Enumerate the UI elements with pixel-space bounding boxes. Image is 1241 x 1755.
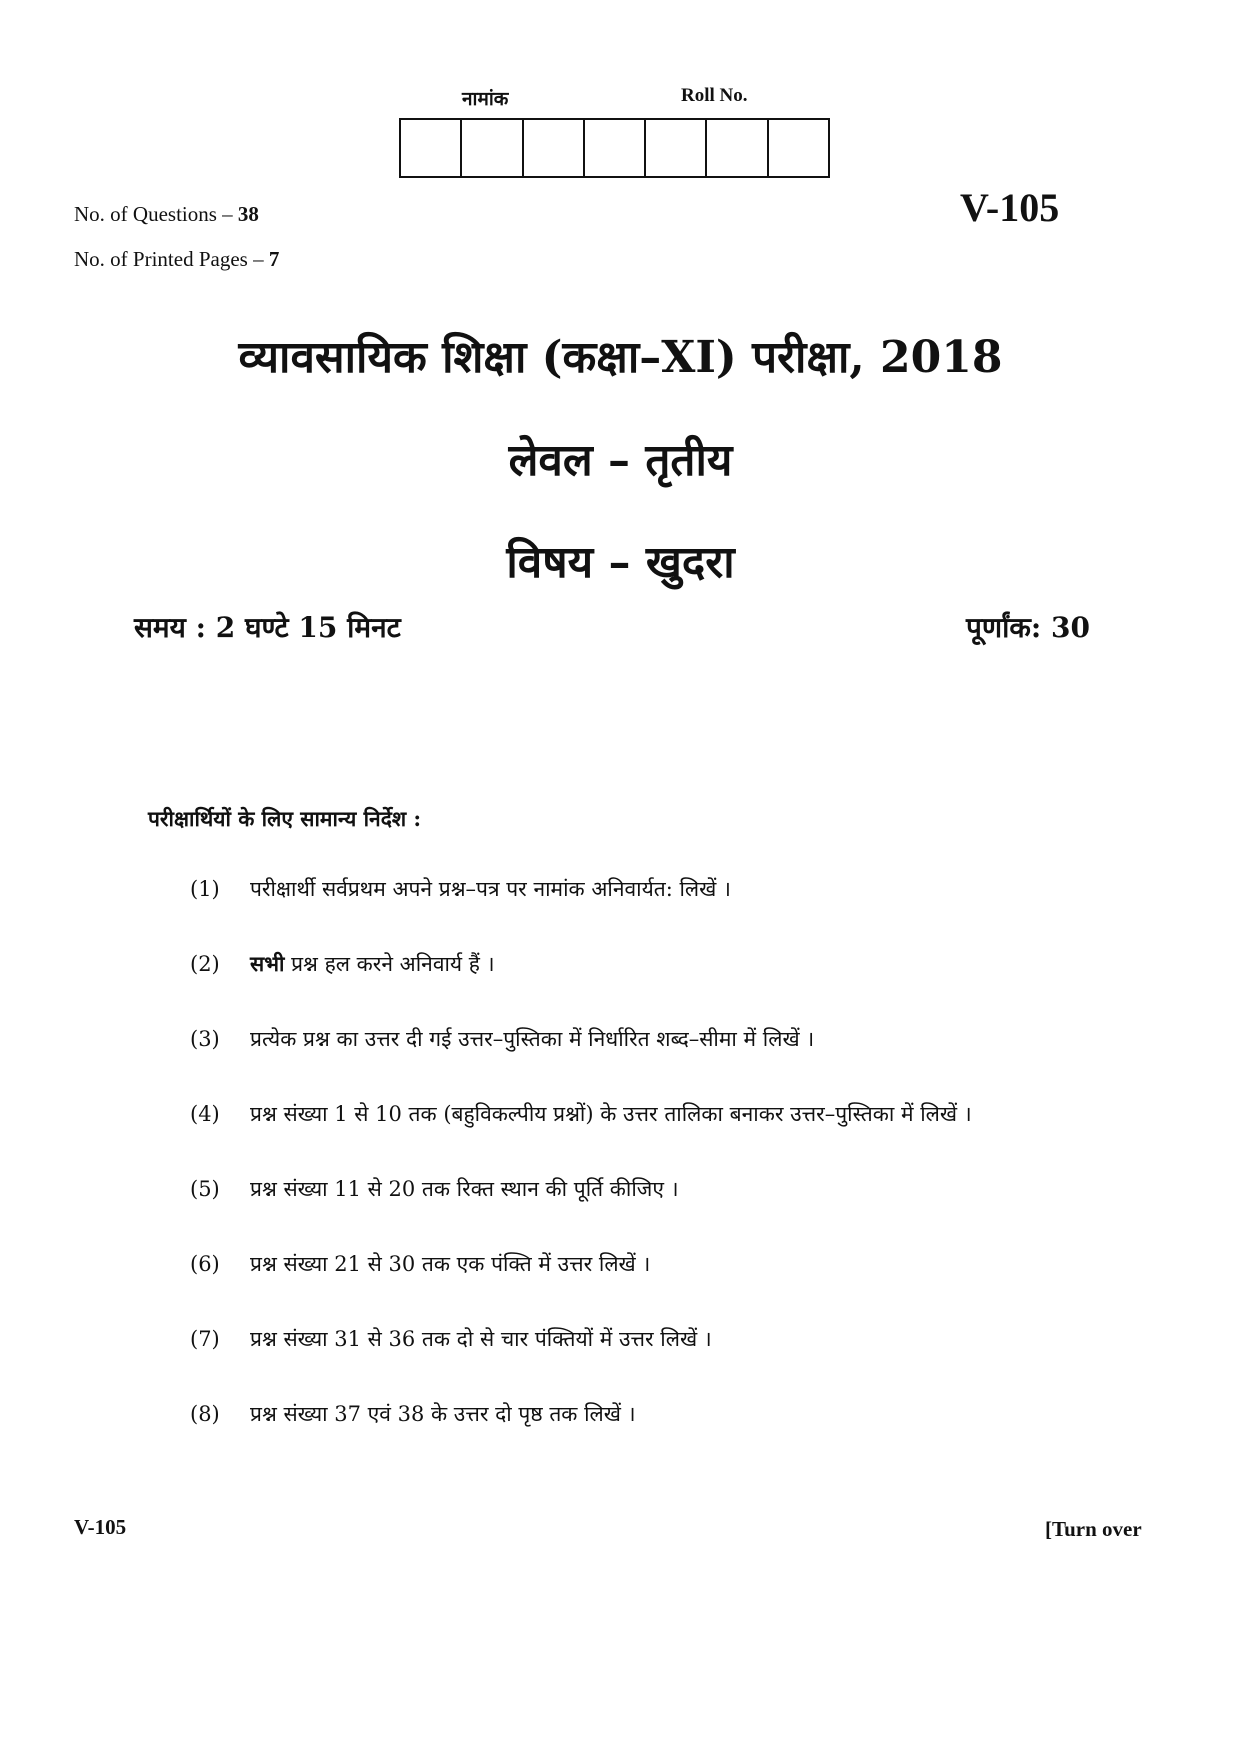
printed-pages-value: 7	[268, 247, 280, 271]
instruction-number: (1)	[190, 877, 220, 901]
no-of-questions	[74, 202, 259, 227]
instruction-number: (2)	[190, 952, 220, 976]
subject-title: विषय – खुदरा	[506, 537, 735, 588]
instruction-item	[190, 875, 731, 903]
instruction-number: (4)	[190, 1102, 220, 1126]
exam-time: समय : 2 घण्टे 15 मिनट	[134, 611, 401, 644]
roll-digit-box[interactable]	[769, 120, 828, 176]
instructions-heading: परीक्षार्थियों के लिए सामान्य निर्देश :	[148, 806, 422, 831]
instruction-number: (6)	[190, 1252, 220, 1276]
instruction-number: (3)	[190, 1027, 220, 1051]
roll-digit-box[interactable]	[524, 120, 585, 176]
exam-title: व्यावसायिक शिक्षा (कक्षा–XI) परीक्षा, 2018	[238, 332, 1003, 383]
max-marks: पूर्णांक: 30	[966, 611, 1090, 644]
instruction-text: प्रश्न संख्या 1 से 10 तक (बहुविकल्पीय प्रश्नों) के उत्तर तालिका बनाकर उत्तर–पुस्तिका में लिखें ।	[250, 1102, 972, 1126]
roll-digit-box[interactable]	[401, 120, 462, 176]
instruction-text: परीक्षार्थी सर्वप्रथम अपने प्रश्न–पत्र पर नामांक अनिवार्यत: लिखें ।	[250, 877, 731, 901]
instruction-text: प्रश्न संख्या 31 से 36 तक दो से चार पंक्तियों में उत्तर लिखें ।	[250, 1327, 712, 1351]
instruction-item	[190, 1100, 972, 1128]
instruction-text: प्रश्न संख्या 37 एवं 38 के उत्तर दो पृष्ठ तक लिखें ।	[250, 1402, 636, 1426]
roll-number-boxes[interactable]	[399, 118, 830, 178]
instruction-number: (7)	[190, 1327, 220, 1351]
instruction-text: प्रश्न संख्या 21 से 30 तक एक पंक्ति में उत्तर लिखें ।	[250, 1252, 651, 1276]
instruction-text: प्रत्येक प्रश्न का उत्तर दी गई उत्तर–पुस्तिका में निर्धारित शब्द–सीमा में लिखें ।	[250, 1027, 815, 1051]
instruction-text: प्रश्न हल करने अनिवार्य हैं ।	[291, 952, 495, 976]
roll-label-english: Roll No.	[681, 85, 748, 106]
roll-digit-box[interactable]	[646, 120, 707, 176]
no-of-printed-pages	[74, 247, 279, 272]
roll-digit-box[interactable]	[707, 120, 768, 176]
paper-code: V-105	[960, 185, 1060, 230]
turn-over-label: [Turn over	[1045, 1517, 1142, 1541]
instruction-item	[190, 1400, 636, 1428]
instruction-text: प्रश्न संख्या 11 से 20 तक रिक्त स्थान की पूर्ति कीजिए ।	[250, 1177, 679, 1201]
printed-pages-label: No. of Printed Pages –	[74, 247, 264, 271]
level-title: लेवल – तृतीय	[508, 435, 733, 486]
roll-digit-box[interactable]	[585, 120, 646, 176]
instruction-item	[190, 950, 495, 978]
instruction-number: (8)	[190, 1402, 220, 1426]
roll-label-hindi: नामांक	[462, 88, 509, 110]
instruction-item	[190, 1325, 712, 1353]
instruction-bold-text: सभी	[250, 951, 285, 976]
instruction-item	[190, 1025, 814, 1053]
roll-digit-box[interactable]	[462, 120, 523, 176]
footer-paper-code: V-105	[74, 1515, 127, 1539]
no-of-questions-value: 38	[237, 202, 259, 226]
instruction-item	[190, 1250, 650, 1278]
no-of-questions-label: No. of Questions –	[74, 202, 233, 226]
instruction-number: (5)	[190, 1177, 220, 1201]
instruction-item	[190, 1175, 679, 1203]
